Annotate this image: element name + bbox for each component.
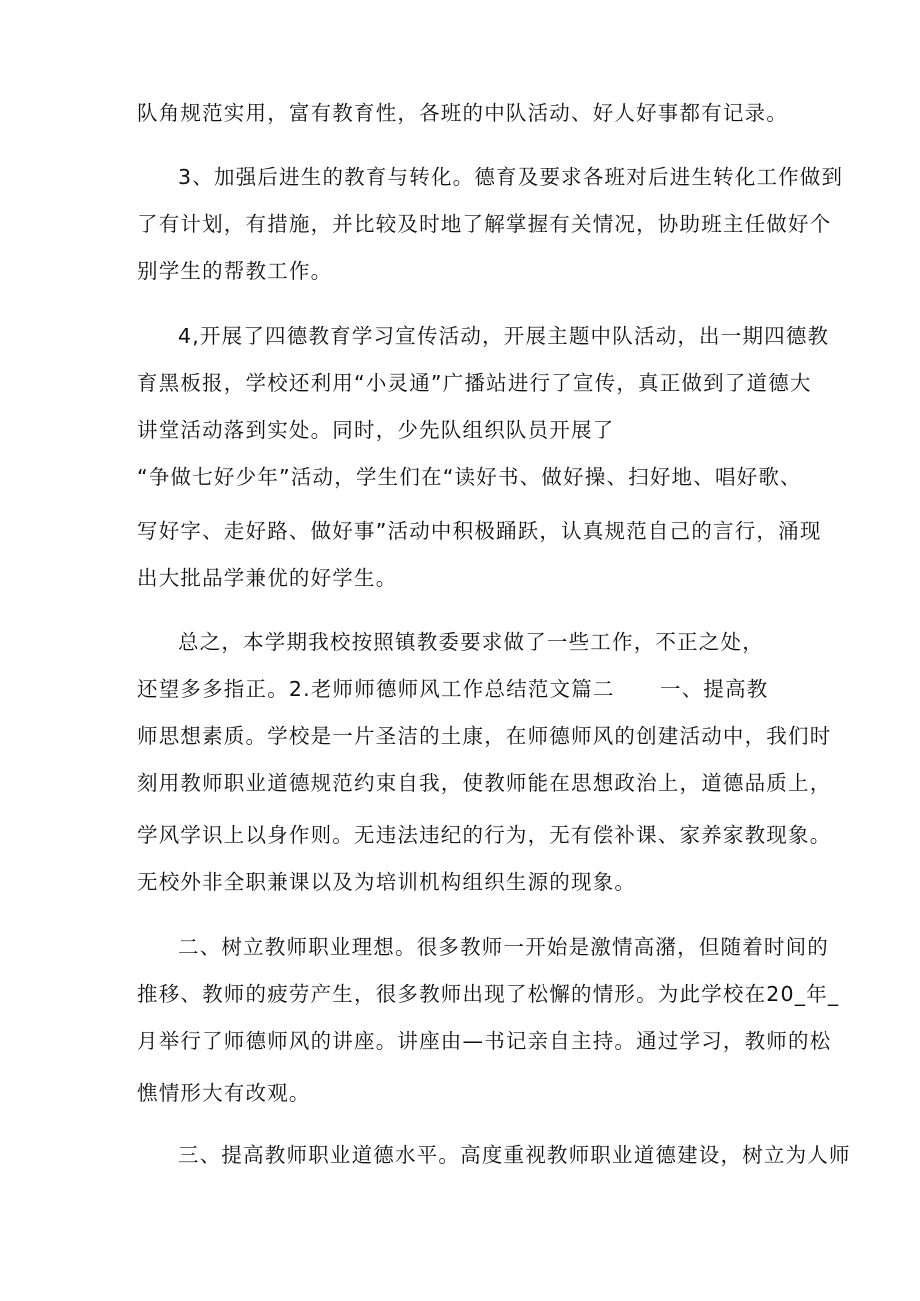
text-line: 出大批品学兼优的好学生。 <box>137 566 398 590</box>
text-line: 队角规范实用，富有教育性，各班的中队活动、好人好事都有记录。 <box>137 101 788 125</box>
text-line: 师思想素质。学校是一片圣洁的土康，在师德师风的创建活动中，我们时 <box>137 724 832 748</box>
text-line: 总之，本学期我校按照镇教委要求做了一些工作，不正之处， <box>178 630 764 654</box>
text-line: 二、树立教师职业理想。很多教师一开始是激情高潴，但随着时间的 <box>178 935 829 959</box>
text-line: “争做七好少年”活动，学生们在“读好书、做好操、扫好地、唱好歌、 <box>137 465 802 489</box>
text-line: 憔情形大有改观。 <box>137 1081 311 1105</box>
text-line: 还望多多指正。2.老师师德师风工作总结范文篇二 <box>137 677 615 701</box>
text-line: 3、加强后进生的教育与转化。德育及要求各班对后进生转化工作做到 <box>178 165 844 189</box>
text-line: 学风学识上以身作则。无违法违纪的行为，无有偿补课、家养家教现象。 <box>137 823 832 847</box>
text-line: 无校外非全职兼课以及为培训机构组织生源的现象。 <box>137 870 637 894</box>
text-line: 推移、教师的疲劳产生，很多教师出现了松懈的情形。为此学校在20_年_ <box>137 982 840 1006</box>
text-line: 了有计划，有措施，并比较及时地了解掌握有关情况，协助班主任做好个 <box>137 212 832 236</box>
text-line: 育黑板报，学校还利用“小灵通”广播站进行了宣传，真正做到了道德大 <box>137 371 812 395</box>
text-line: 4,开展了四德教育学习宣传活动，开展主题中队活动，出一期四德教 <box>178 324 830 348</box>
text-line: 三、提高教师职业道德水平。高度重视教师职业道德建设，树立为人师 <box>178 1143 851 1167</box>
text-line: 讲堂活动落到实处。同时，少先队组织队员开展了 <box>137 418 615 442</box>
text-line: 别学生的帮教工作。 <box>137 259 333 283</box>
text-line: 一、提高教 <box>660 677 769 701</box>
text-line: 刻用教师职业道德规范约束自我，使教师能在思想政治上，道德品质上， <box>137 771 832 795</box>
text-line: 月举行了师德师风的讲座。讲座由—书记亲自主持。通过学习，教师的松 <box>137 1029 832 1053</box>
text-line: 写好字、走好路、做好事”活动中积极踊跃，认真规范自己的言行，涌现 <box>137 519 822 543</box>
